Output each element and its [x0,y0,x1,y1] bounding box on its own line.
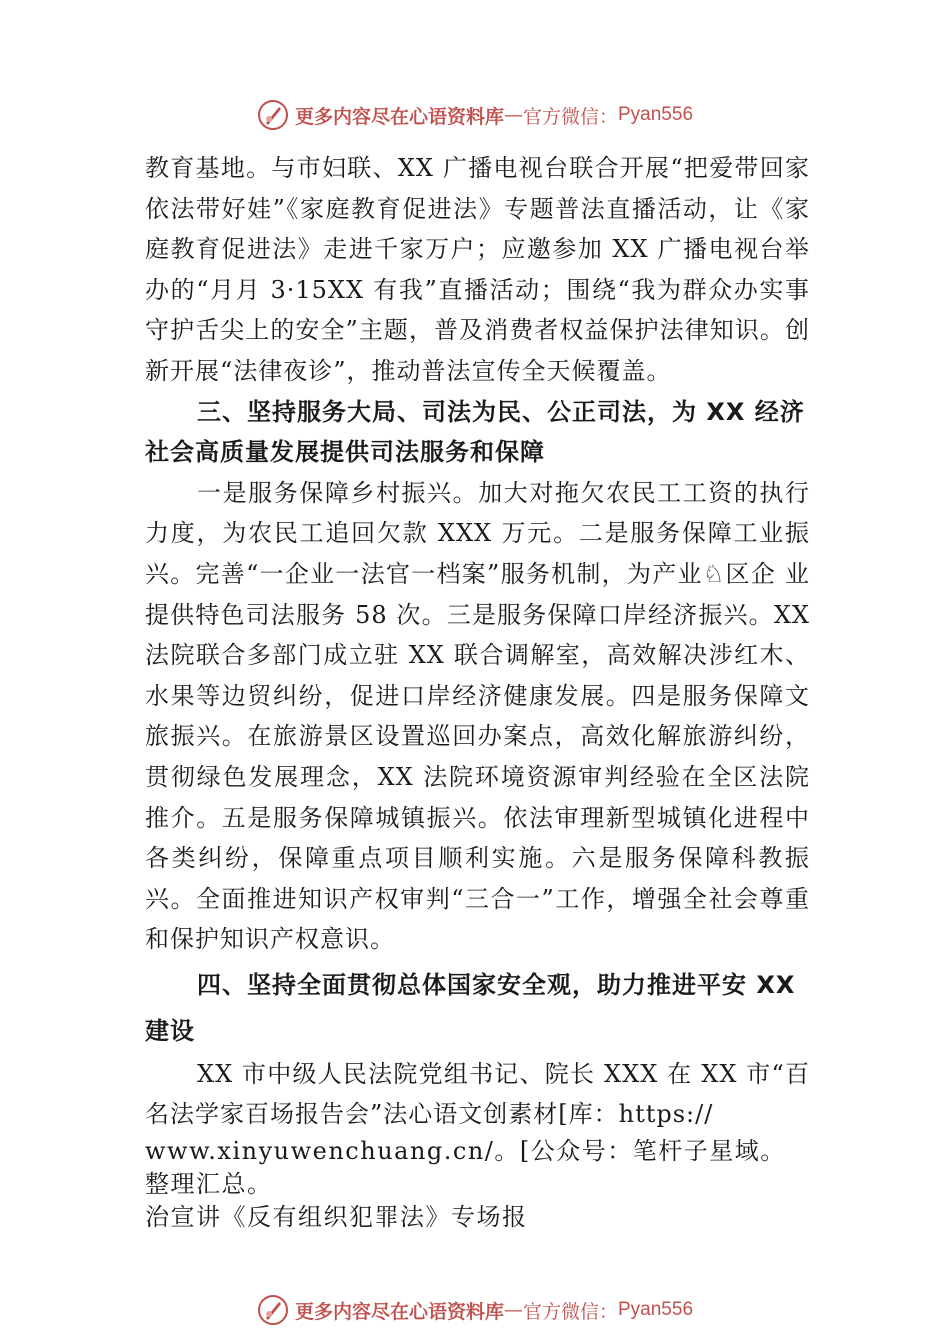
quill-logo-icon [257,1294,289,1326]
banner-wechat-id: Pyan556 [618,1299,694,1320]
banner-wechat-id: Pyan556 [618,104,694,125]
footer-watermark [0,1290,950,1330]
section-heading-4: 四、坚持全面贯彻总体国家安全观，助力推进平安 XX 建设 [145,970,796,1045]
section-heading-3: 三、坚持服务大局、司法为民、公正司法，为 XX 经济社会高质量发展提供司法服务和保障 [145,397,805,467]
document-body [145,148,810,1234]
banner-brand: 更多内容尽在心语资料库 [294,105,504,128]
quill-logo-icon [257,99,289,131]
banner-separator: — [503,104,523,126]
paragraph-lecture-url: www.xinyuwenchuang.cn/。[公众号：笔杆子星域。整理汇总。 [145,1137,786,1199]
banner-wechat-label: 官方微信： [522,1300,618,1323]
banner-brand: 更多内容尽在心语资料库 [294,1300,504,1323]
paragraph-lecture: XX 市中级人民法院党组书记、院长 XXX 在 XX 市“百名法学家百场报告会”法心语文创素材[库：https:// [145,1059,810,1129]
banner-separator: — [503,1299,523,1321]
paragraph-continuation: 教育基地。与市妇联、XX 广播电视台联合开展“把爱带回家依法带好娃”《家庭教育促进法》专题普法直播活动，让《家庭教育促进法》走进千家万户；应邀参加 XX 广播电视台举办的“月月 3·15XX 有我”直播活动；围绕“我为群众办实事守护舌尖上的安全”主题，普及消费者权益保护法律知识。创新开展“法律夜诊”，推动普法宣传全天候覆盖。 [145,154,810,385]
paragraph-lecture-end: 治宣讲《反有组织犯罪法》专场报 [145,1203,528,1232]
header-watermark [0,95,950,135]
banner-wechat-label: 官方微信： [522,105,618,128]
paragraph-services: 一是服务保障乡村振兴。加大对拖欠农民工工资的执行力度，为农民工追回欠款 XXX 万元。二是服务保障工业振兴。完善“一企业一法官一档案”服务机制，为产业♘区企 业提供特色司法服务 58 次。三是服务保障口岸经济振兴。XX 法院联合多部门成立驻 XX 联合调解室，高效解决涉红木、水果等边贸纠纷，促进口岸经济健康发展。四是服务保障文旅振兴。在旅游景区设置巡回办案点，高效化解旅游纠纷，贯彻绿色发展理念，XX 法院环境资源审判经验在全区法院推介。五是服务保障城镇振兴。依法审理新型城镇化进程中各类纠纷，保障重点项目顺利实施。六是服务保障科教振兴。全面推进知识产权审判“三合一”工作，增强全社会尊重和保护知识产权意识。 [145,478,810,954]
